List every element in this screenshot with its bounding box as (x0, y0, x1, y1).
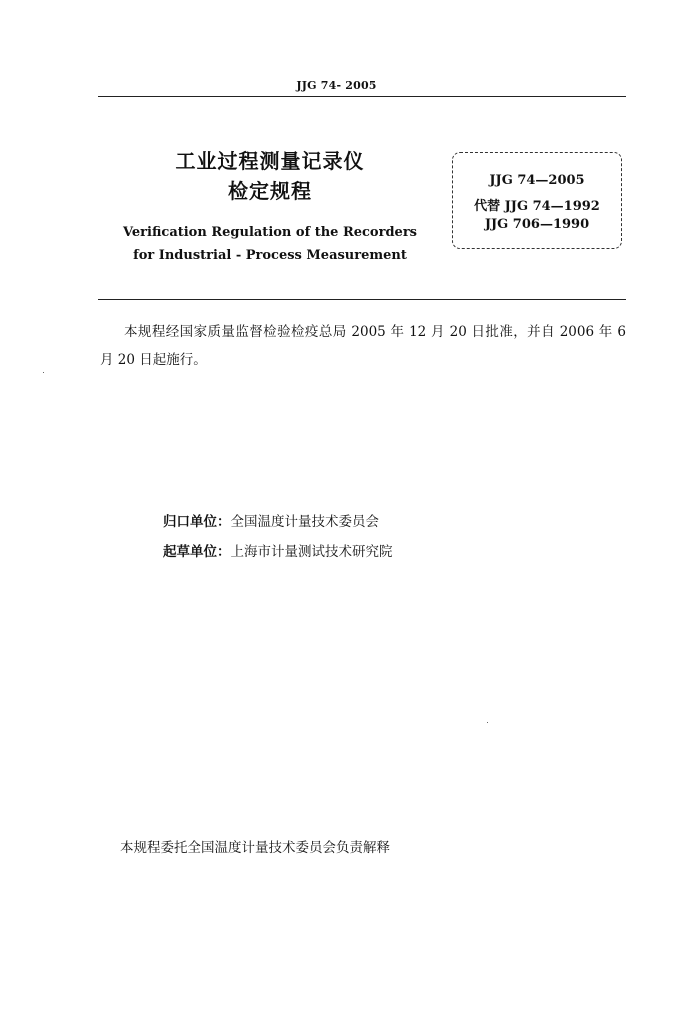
title-divider (98, 299, 626, 300)
header-divider (98, 96, 626, 97)
responsible-unit-label: 归口单位： (163, 514, 231, 530)
interpretation-note: 本规程委托全国温度计量技术委员会负责解释 (120, 840, 390, 856)
title-english-line-2: for Industrial - Process Measurement (133, 248, 407, 263)
code-current: JJG 74—2005 (489, 173, 585, 188)
title-chinese-line-1: 工业过程测量记录仪 (175, 149, 365, 173)
title-chinese-line-2: 检定规程 (228, 179, 312, 203)
scan-speck (43, 372, 44, 373)
code-replaces: 代替 JJG 74—1992 (474, 199, 600, 214)
responsible-unit (163, 510, 379, 530)
drafting-unit-label: 起草单位： (163, 544, 231, 560)
responsible-unit-value: 全国温度计量技术委员会 (230, 514, 379, 530)
approval-statement: 本规程经国家质量监督检验检疫总局 2005 年 12 月 20 日批准，并自 2006 年 6 月 20 日起施行。 (100, 324, 626, 368)
drafting-unit-value: 上海市计量测试技术研究院 (230, 544, 393, 560)
title-english-line-1: Verification Regulation of the Recorders (123, 225, 417, 240)
standard-code-box (452, 152, 622, 249)
code-replaces-second: JJG 706—1990 (484, 217, 590, 232)
drafting-unit (163, 540, 393, 560)
scan-speck (487, 722, 488, 723)
header-standard-code: JJG 74- 2005 (296, 79, 377, 92)
